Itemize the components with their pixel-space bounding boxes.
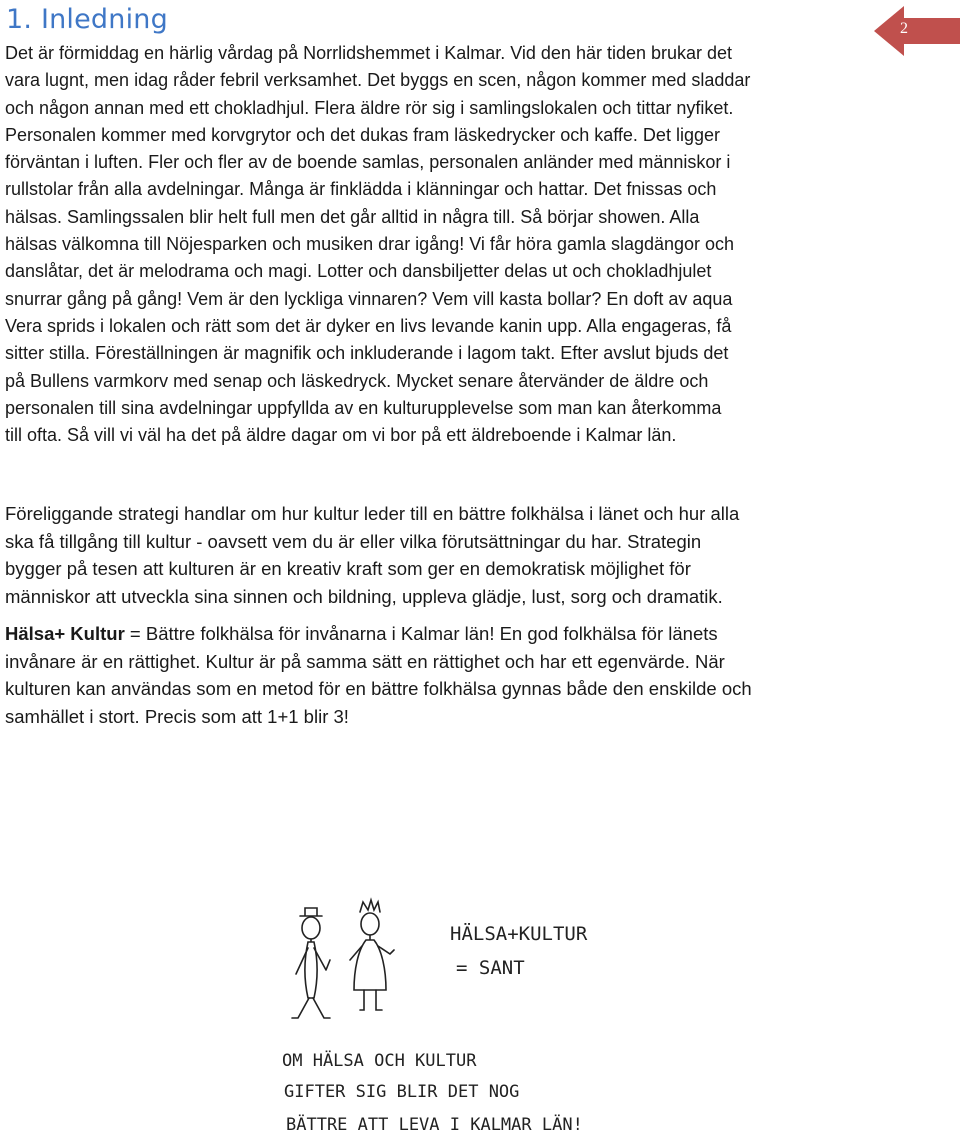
- text-line: bygger på tesen att kulturen är en kreativ kraft som ger en demokratisk möjlighet för: [5, 558, 691, 580]
- text-line: danslåtar, det är melodrama och magi. Lotter och dansbiljetter delas ut och chokladhjulet: [5, 261, 712, 282]
- page-number-badge: [874, 6, 960, 56]
- text-line: rullstolar från alla avdelningar. Många är finklädda i klänningar och hattar. Det fnissas och: [5, 179, 717, 200]
- text-line: Föreliggande strategi handlar om hur kultur leder till en bättre folkhälsa i länet och hur alla: [5, 503, 740, 524]
- text-line: Vera sprids i lokalen och rätt som det är dyker en livs levande kanin upp. Alla engageras, få: [5, 315, 732, 336]
- text-line: samhället i stort. Precis som att 1+1 blir 3!: [5, 705, 349, 727]
- text-line: personalen till sina avdelningar uppfyllda av en kulturupplevelse som man kan återkomma: [5, 397, 722, 418]
- text-line: Det är förmiddag en härlig vårdag på Norrlidshemmet i Kalmar. Vid den här tiden brukar det: [5, 43, 733, 63]
- page-number: 2: [900, 20, 908, 37]
- handwritten-equation-line1: HÄLSA+KULTUR: [450, 923, 588, 945]
- text-line: hälsas välkomna till Nöjesparken och musiken drar igång! Vi får höra gamla slagdängor och: [5, 234, 735, 255]
- text-line: ska få tillgång till kultur - oavsett vem du är eller vilka förutsättningar du har. Strategin: [5, 530, 702, 552]
- text-line: snurrar gång på gång! Vem är den lyckliga vinnaren? Vem vill kasta bollar? En doft av aqua: [5, 288, 733, 309]
- text-line: på Bullens varmkorv med senap och läskedryck. Mycket senare återvänder de äldre och: [5, 370, 709, 391]
- text-line: kulturen kan användas som en metod för en bättre folkhälsa gynnas både den enskilde och: [5, 678, 752, 700]
- handwritten-line3: BÄTTRE ATT LEVA I KALMAR LÄN!: [286, 1115, 583, 1135]
- bold-label: Hälsa+ Kultur: [5, 623, 125, 644]
- strategy-paragraph: [5, 500, 885, 610]
- text-line: hälsas. Samlingssalen blir helt full men det går alltid in några till. Så börjar showen. Alla: [5, 206, 700, 227]
- arrow-badge-icon: [874, 6, 960, 56]
- text-span: = Bättre folkhälsa för invånarna i Kalmar län! En god folkhälsa för länets: [124, 623, 718, 644]
- intro-paragraph: [5, 40, 885, 449]
- handwritten-text: [270, 890, 670, 1138]
- text-line: vara lugnt, men idag råder febril verksamhet. Det byggs en scen, någon kommer med sladdar: [5, 70, 751, 91]
- text-line: till ofta. Så vill vi väl ha det på äldre dagar om vi bor på ett äldreboende i Kalmar län.: [5, 425, 677, 446]
- health-culture-paragraph: [5, 620, 885, 730]
- handwritten-equation-line2: = SANT: [456, 957, 525, 979]
- text-line: och någon annan med ett chokladhjul. Flera äldre rör sig i samlingslokalen och tittar nyfiket.: [5, 97, 734, 118]
- section-heading: 1. Inledning: [6, 4, 168, 35]
- handdrawn-illustration: [270, 890, 670, 1138]
- handwritten-line1: OM HÄLSA OCH KULTUR: [282, 1051, 477, 1071]
- text-line: Personalen kommer med korvgrytor och det dukas fram läskedrycker och kaffe. Det ligger: [5, 124, 720, 145]
- text-line: invånare är en rättighet. Kultur är på samma sätt en rättighet och har ett egenvärde. När: [5, 650, 725, 672]
- text-line: förväntan i luften. Fler och fler av de boende samlas, personalen anländer med människor i: [5, 152, 731, 173]
- handwritten-line2: GIFTER SIG BLIR DET NOG: [284, 1082, 520, 1102]
- text-line: människor att utveckla sina sinnen och bildning, uppleva glädje, lust, sorg och dramatik.: [5, 585, 723, 607]
- text-line: sitter stilla. Föreställningen är magnifik och inkluderande i lagom takt. Efter avslut bjuds det: [5, 343, 729, 364]
- text-line: [5, 620, 885, 648]
